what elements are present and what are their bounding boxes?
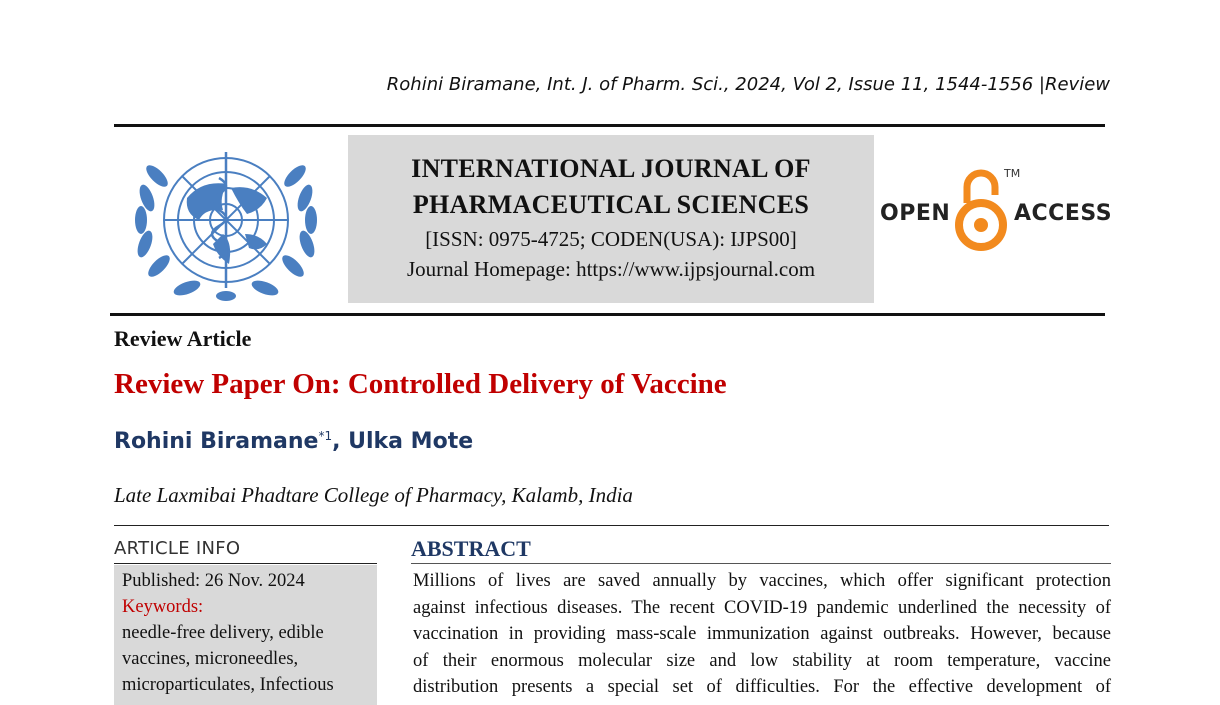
keywords-line: vaccines, microneedles, <box>122 649 299 669</box>
keywords-line: needle-free delivery, edible <box>122 623 324 643</box>
abstract-line: vaccination in providing mass-scale immunization against outbreaks. However, because <box>413 624 1111 644</box>
section-rule <box>114 525 1109 526</box>
open-access-access-text: ACCESS <box>1014 201 1113 226</box>
masthead-rule <box>110 313 1105 316</box>
trademark-mark: TM <box>1004 167 1021 180</box>
abstract-line: Millions of lives are saved annually by vaccines, which offer significant protection <box>413 571 1111 591</box>
abstract-heading: ABSTRACT <box>411 536 531 561</box>
author-affiliation-mark: *1 <box>318 429 333 443</box>
open-lock-icon <box>954 165 1008 253</box>
running-head: Rohini Biramane, Int. J. of Pharm. Sci., 2024, Vol 2, Issue 11, 1544-1556 |Review <box>386 74 1110 95</box>
abstract-body <box>413 568 1111 701</box>
journal-masthead <box>348 135 874 303</box>
coauthor-names: , Ulka Mote <box>332 429 474 454</box>
abstract-rule <box>411 563 1111 564</box>
open-access-open-text: OPEN <box>880 201 951 226</box>
published-date: Published: 26 Nov. 2024 <box>122 571 305 591</box>
article-title: Review Paper On: Controlled Delivery of Vaccine <box>114 368 727 400</box>
article-info-box <box>114 565 377 705</box>
journal-title-line2: PHARMACEUTICAL SCIENCES <box>412 190 810 219</box>
journal-issn: [ISSN: 0975-4725; CODEN(USA): IJPS00] <box>425 227 797 251</box>
affiliation: Late Laxmibai Phadtare College of Pharmacy, Kalamb, India <box>114 483 633 507</box>
article-info-rule <box>114 563 377 564</box>
keywords-label: Keywords: <box>122 597 204 617</box>
author-name: Rohini Biramane <box>114 429 319 454</box>
abstract-line: against infectious diseases. The recent COVID-19 pandemic underlined the necessity of <box>413 597 1111 618</box>
journal-title <box>348 151 874 223</box>
journal-homepage: Journal Homepage: https://www.ijpsjournal.com <box>406 257 816 281</box>
keywords-line: microparticulates, Infectious <box>122 675 334 695</box>
journal-emblem-logo <box>127 138 325 306</box>
abstract-line: of their enormous molecular size and low stability at room temperature, vaccine <box>413 650 1111 671</box>
article-type: Review Article <box>114 326 252 351</box>
article-info-heading: ARTICLE INFO <box>114 538 241 559</box>
open-access-logo <box>880 165 1113 255</box>
author-list <box>114 429 473 454</box>
abstract-line: distribution presents a special set of difficulties. For the effective development of <box>413 677 1111 697</box>
journal-title-line1: INTERNATIONAL JOURNAL OF <box>411 154 811 183</box>
header-rule <box>114 124 1105 127</box>
